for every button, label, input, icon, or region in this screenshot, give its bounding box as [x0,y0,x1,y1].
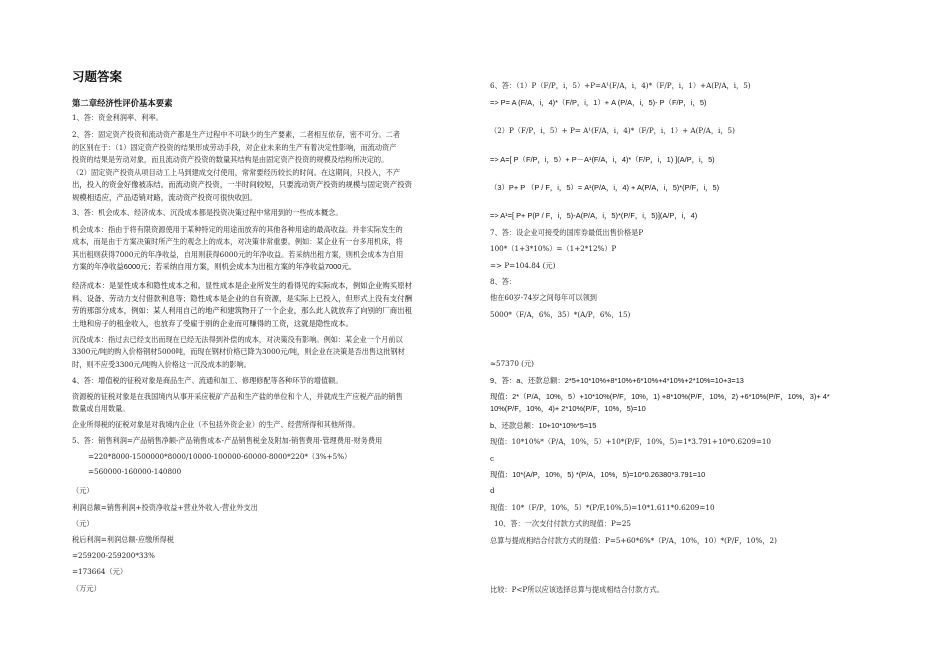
answer-6-line: 6、答：（1）P（F/P，i，5）+P=A¹(F/A，i，4)*（F/P，i，1）+A(P/A，i，5) [490,81,751,90]
answer-6-line: （2）P（F/P，i，5）+ P= A¹(F/A，i，4)*（F/P，i，1）+ A(P/A，i，5) [490,126,735,135]
answer-2-line: 2、答：固定资产投资和流动资产都是生产过程中不可缺少的生产要素，二者相互依存，密不可分。二者 [72,130,401,139]
opportunity-cost-line: 其出租则获得7000元的年净收益，自用则获得6000元的年净收益。若采纳出租方案，则机会成本为自用 [72,250,404,259]
answer-2-line: （2）固定资产投资从项目动工上马到建成交付使用，常常要经历较长的时间。在这期间，只投入，不产 [72,168,401,177]
answer-10-line: 比较：P<P所以应该选择总算与提成相结合付款方式。 [490,585,664,594]
answer-1: 1、答：资金利润率、利率。 [72,113,163,122]
answer-10-line: 总算与提成相结合付款方式的现值：P=5+60*6%*（P/A，10%，10）*(P/F，10%，2) [490,536,777,545]
answer-6-line: => A=[ P（F/P，i，5）+ P－A¹(F/A，i，4)*（F/P，i，1) ](A/P，i，5) [490,155,715,164]
answer-8-line: ≈57370 (元) [490,359,534,368]
answer-7-line: 7、答：设企业可接受的国库券最低出售价格是P [490,228,644,237]
economic-cost-line: 经济成本：是显性成本和隐性成本之和。显性成本是企业所发生的看得见的实际成本，例如企业购买原材 [72,281,412,290]
answer-5-line: 利润总额=销售利润+投资净收益+营业外收入-营业外支出 [72,503,258,512]
answer-7-line: 100*（1+3*10%）=（1+2*12%）P [490,244,617,253]
unit-label: （万元） [72,584,101,593]
answer-9-line: b、还款总额：10+10*10%*5=15 [490,421,597,430]
document-title: 习题答案 [72,70,123,84]
answer-9-line: 现值：10*(A/P，10%，5) *(P/A，10%，5)=10*0.26380*3.791=10 [490,470,706,479]
answer-4-line: 资源税的征税对象是在我国境内从事开采应税矿产品和生产盐的单位和个人，并就成生产应税产品的销售 [72,392,403,401]
answer-5-line: =173664（元） [72,567,128,576]
answer-9-line: 现值：10*10%*（P/A，10%，5）+10*(P/F，10%，5)=1*3.791+10*0.6209=10 [490,437,772,446]
answer-2-line: 出，投入的资金好像被冻结。而流动资产投资，一半时间较短，只要流动资产投资的规模与固定资产投资 [72,180,412,189]
sunk-cost-line: 时，则不应受3300元/吨购入价格这一沉没成本的影响。 [72,360,251,369]
economic-cost-line: 土地和房子的租金收入，也放弃了受雇于别的企业而可赚得的工资，这就是隐性成本。 [72,319,353,328]
answer-9-line: 现值：2*（P/A，10%，5）+10*10%(P/F，10%，1) +8*10%(P/F，10%，2) +6*10%(P/F，10%，3)+ 4* [490,392,830,401]
sunk-cost-line: 沉没成本：指过去已经支出而现在已经无法得到补偿的成本，对决策没有影响。例如：某企业一个月前以 [72,335,403,344]
unit-label: （元） [72,486,94,495]
answer-9-line: d [490,486,495,495]
answer-6-line: => A¹=[ P+ P(P / F，i，5)-A(P/A，i，5)*(P/F，i，5)](A/P，i，4) [490,211,698,220]
answer-5-formula: =220*8000-1500000*8000/10000-100000-60000-8000*220*（3%+5%） [88,452,352,461]
answer-5-line: =259200-259200*33% [72,551,155,560]
economic-cost-line: 劳的那部分成本，例如：某人利用自己的地产和建筑物开了一个企业，那么此人就放弃了向别的厂商出租 [72,306,412,315]
answer-2-line: 投资的结果是劳动对象，而且流动资产投资的数量其结构是由固定资产投资的规模及结构所决定的。 [72,155,389,164]
answer-5-line: 税后利润=利润总额-应缴所得税 [72,535,174,544]
sunk-cost-line: 3300元/吨的购入价格钢材5000吨，而现在钢材价格已降为3000元/吨，则企业在决策是否出售这批钢材 [72,347,405,356]
answer-8-line: 5000*（F/A，6%，35）*(A/P，6%，15) [490,310,631,319]
answer-2-line: 规模相适应，产品适销对路，流动资产投资可很快收回。 [72,193,257,202]
answer-9-line: 现值：10*（F/P，10%，5）*(P/F,10%,5)=10*1.611*0.6209=10 [490,503,715,512]
answer-9-line: 10%(P/F，10%，4)+ 2*10%(P/F，10%，5)=10 [490,404,646,413]
answer-5-line: 5、答：销售利润=产品销售净额-产品销售成本-产品销售税金及附加-销售费用-管理费用-财务费用 [72,436,383,445]
opportunity-cost-line: 成本，而是由于方案决策时所产生的观念上的成本，对决策非常重要。例如：某企业有一台多用机床，将 [72,237,403,246]
answer-2-line: 的区别在于：（1）固定资产投资的结果形成劳动手段，对企业未来的生产有着决定性影响，而流动资产 [72,143,397,152]
answer-4-line: 数量或自用数量。 [72,404,130,413]
answer-10-line: 10、答：一次支付付款方式的现值：P=25 [494,519,631,528]
answer-8-line: 他在60岁-74岁之间每年可以领到 [490,293,597,302]
answer-6-line: => P= A (F/A，i，4)*（F/P，i，1）+ A (P/A，i，5)- P（F/P，i，5) [490,98,707,107]
answer-5-formula: =560000-160000-140800 [88,467,182,476]
chapter-heading: 第二章经济性评价基本要素 [72,98,173,108]
answer-7-line: => P=104.84 (元) [490,261,556,270]
opportunity-cost-line: 方案的年净收益6000元；若采纳自用方案，则机会成本为出租方案的年净收益7000元。 [72,262,357,271]
opportunity-cost-line: 机会成本：指由于将有限资源使用于某种特定的用途而放弃的其他各种用途的最高收益。并非实际发生的 [72,225,403,234]
answer-9-line: c [490,454,495,463]
answer-9-line: 9、答：a、还款总额：2*5+10*10%+8*10%+6*10%+4*10%+2*10%=10+3=13 [490,376,744,385]
economic-cost-line: 料、设备、劳动力支付借款利息等；隐性成本是企业的自有资源，是实际上已投入，但形式上没有支付酬 [72,294,412,303]
unit-label: （元） [72,519,94,528]
answer-4-line: 企业所得税的征税对象是对我境内企业（不包括外资企业）的生产、经营所得和其他所得。 [72,420,360,429]
answer-4-line: 4、答：增值税的征税对象是商品生产、流通和加工、修理修配等各种环节的增值额。 [72,376,343,385]
answer-6-line: （3）P+ P （P / F，i，5）= A¹(P/A，i，4) + A(P/A，i，5)*(P/F，i，5) [490,183,720,192]
answer-3: 3、答：机会成本、经济成本、沉没成本都是投资决策过程中常用到的一些成本概念。 [72,208,343,217]
answer-8-line: 8、答： [490,277,517,286]
